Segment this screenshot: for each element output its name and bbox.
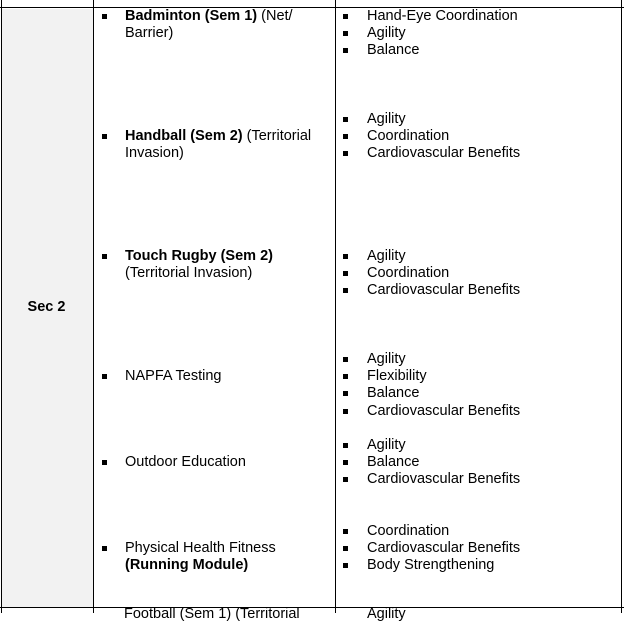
list-item: Balance xyxy=(340,385,620,402)
bullet-icon xyxy=(102,14,107,19)
activity-item: Badminton (Sem 1) (Net/ Barrier) xyxy=(99,8,329,42)
activity-item: Physical Health Fitness (Running Module) xyxy=(99,540,329,574)
list-item: Coordination xyxy=(340,265,620,282)
bullet-icon xyxy=(343,357,348,362)
bullet-icon xyxy=(343,546,348,551)
list-item: Cardiovascular Benefits xyxy=(340,540,620,557)
level-label: Sec 2 xyxy=(27,299,66,315)
bullet-icon xyxy=(102,134,107,139)
bullet-icon xyxy=(343,563,348,568)
list-item: Agility xyxy=(340,351,620,368)
list-item: Agility xyxy=(340,437,620,454)
list-item: Balance xyxy=(340,454,620,471)
skill-list xyxy=(340,111,620,163)
bullet-icon xyxy=(102,254,107,259)
activity-item: NAPFA Testing xyxy=(99,368,329,385)
skill-list xyxy=(340,437,620,489)
list-item: Flexibility xyxy=(340,368,620,385)
column-divider-1 xyxy=(93,0,94,613)
list-item: Agility xyxy=(340,25,620,42)
bullet-icon xyxy=(343,460,348,465)
list-item: Agility xyxy=(340,248,620,265)
bullet-icon xyxy=(343,409,348,414)
bullet-icon xyxy=(343,254,348,259)
bullet-icon xyxy=(343,288,348,293)
list-item: Agility xyxy=(340,111,620,128)
list-item: Balance xyxy=(340,42,620,59)
list-item: Cardiovascular Benefits xyxy=(340,403,620,420)
table-right-border xyxy=(621,0,622,613)
list-item: Body Strengthening xyxy=(340,557,620,574)
bullet-icon xyxy=(102,546,107,551)
bullet-icon xyxy=(343,48,348,53)
bullet-icon xyxy=(343,374,348,379)
skill-list xyxy=(340,8,620,60)
column-divider-2 xyxy=(335,0,336,613)
bullet-icon xyxy=(343,477,348,482)
partial-row-activity: Football (Sem 1) (Territorial xyxy=(124,606,300,622)
bullet-icon xyxy=(102,460,107,465)
list-item: Coordination xyxy=(340,523,620,540)
skill-list xyxy=(340,523,620,575)
bullet-icon xyxy=(343,271,348,276)
skill-list xyxy=(340,248,620,300)
bullet-icon xyxy=(343,391,348,396)
list-item: Cardiovascular Benefits xyxy=(340,282,620,299)
list-item: Coordination xyxy=(340,128,620,145)
bullet-icon xyxy=(343,31,348,36)
activity-item: Outdoor Education xyxy=(99,454,329,471)
activity-item: Touch Rugby (Sem 2) (Territorial Invasion) xyxy=(99,248,329,282)
bullet-icon xyxy=(343,134,348,139)
list-item: Cardiovascular Benefits xyxy=(340,145,620,162)
partial-row-skill: Agility xyxy=(367,606,406,622)
bullet-icon xyxy=(343,117,348,122)
bullet-icon xyxy=(343,529,348,534)
bullet-icon xyxy=(102,374,107,379)
bullet-icon xyxy=(343,14,348,19)
activity-item: Handball (Sem 2) (Territorial Invasion) xyxy=(99,128,329,162)
bullet-icon xyxy=(343,443,348,448)
list-item: Cardiovascular Benefits xyxy=(340,471,620,488)
list-item: Hand-Eye Coordination xyxy=(340,8,620,25)
bullet-icon xyxy=(343,151,348,156)
skill-list xyxy=(340,351,620,420)
